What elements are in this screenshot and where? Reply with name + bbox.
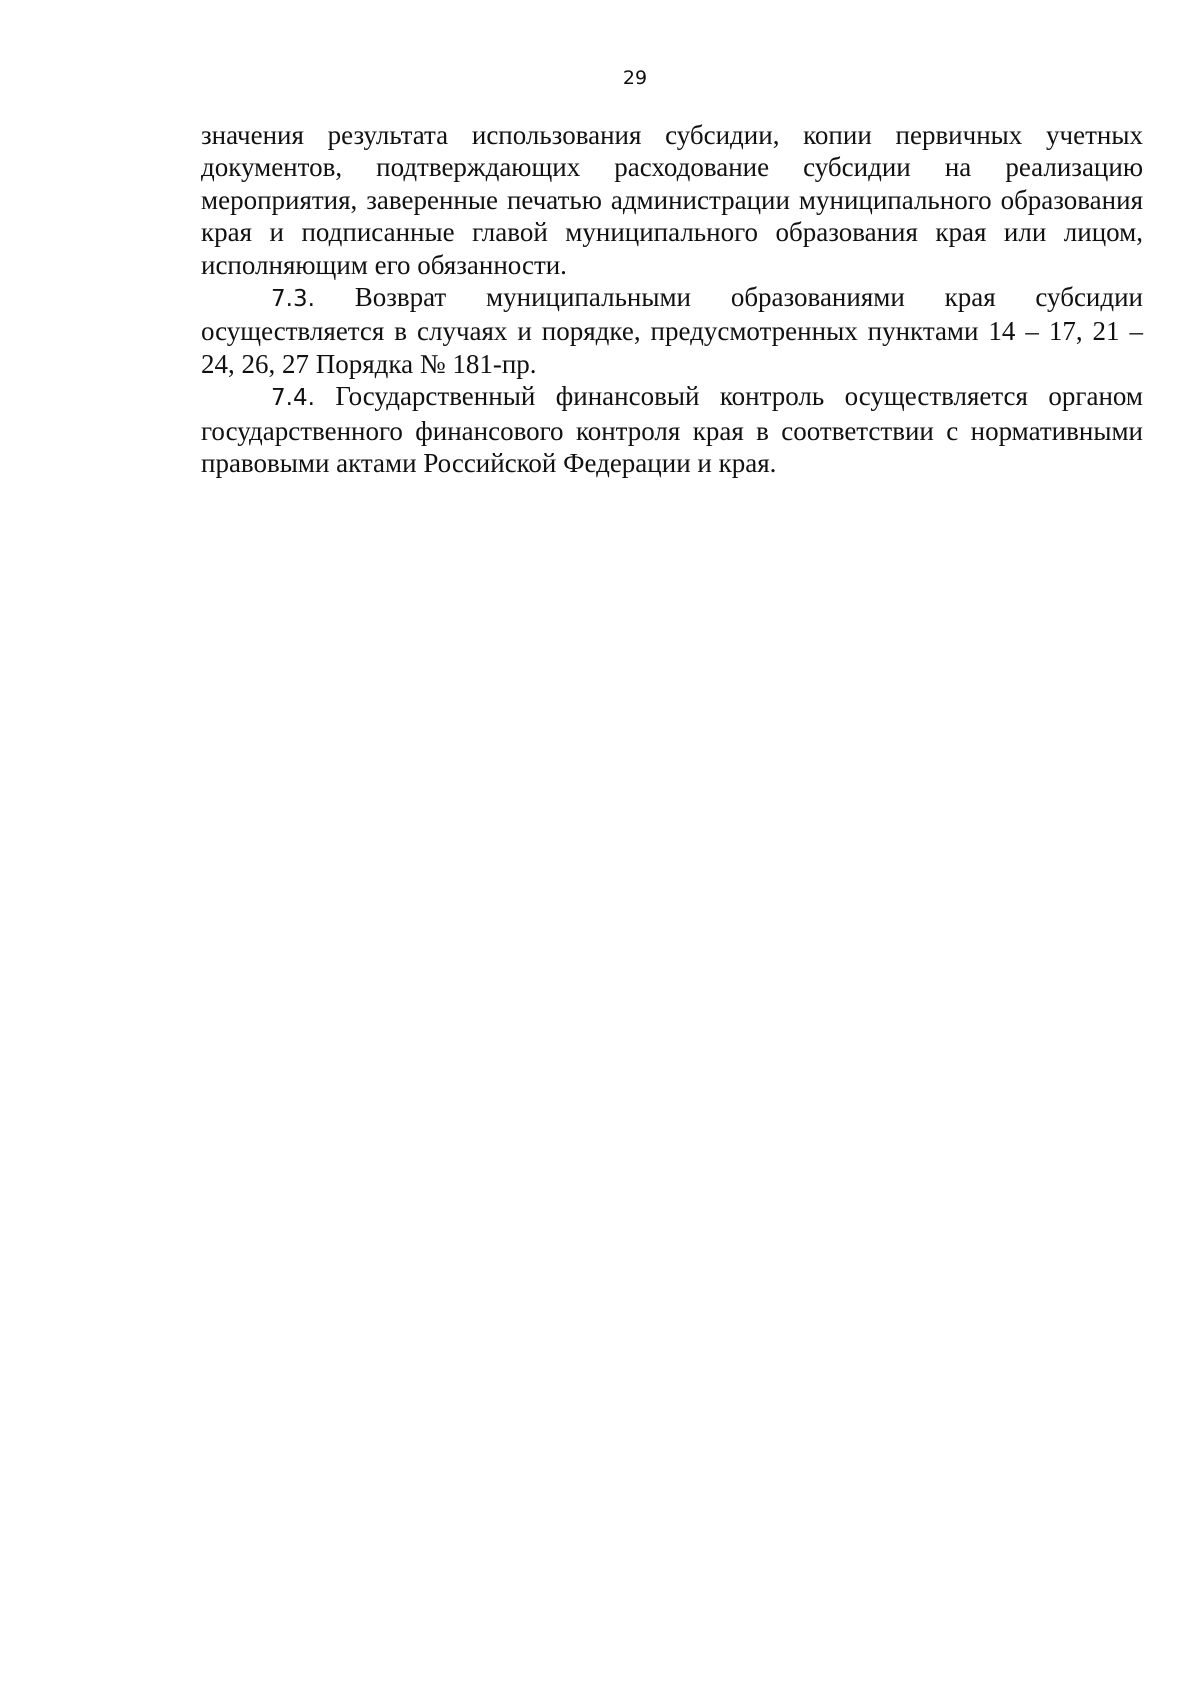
clause-number-7-3: 7.3. — [271, 286, 315, 313]
clause-text-7-4: Государственный финансовый контроль осуществляется органом государственного финансового контроля края в соответствии с нормативными правовыми актами Российской Федерации и края. — [201, 381, 1144, 479]
paragraph-7-3 — [201, 281, 1143, 380]
paragraph-7-4 — [201, 380, 1143, 479]
document-body — [201, 119, 1143, 479]
clause-number-7-4: 7.4. — [271, 385, 315, 412]
paragraph-continuation: значения результата использования субсидии, копии первичных учетных документов, подтверждающих расходование субсидии на реализацию мероприятия, заверенные печатью администрации муниципального образования края и подписанные главой муниципального образования края или лицом, исполняющим его обязанности. — [201, 120, 1143, 280]
clause-text-7-3: Возврат муниципальными образованиями края субсидии осуществляется в случаях и порядке, предусмотренных пунктами 14 – 17, 21 – 24, 26, 27 Порядка № 181-пр. — [201, 282, 1144, 379]
page-number: 29 — [622, 67, 648, 89]
